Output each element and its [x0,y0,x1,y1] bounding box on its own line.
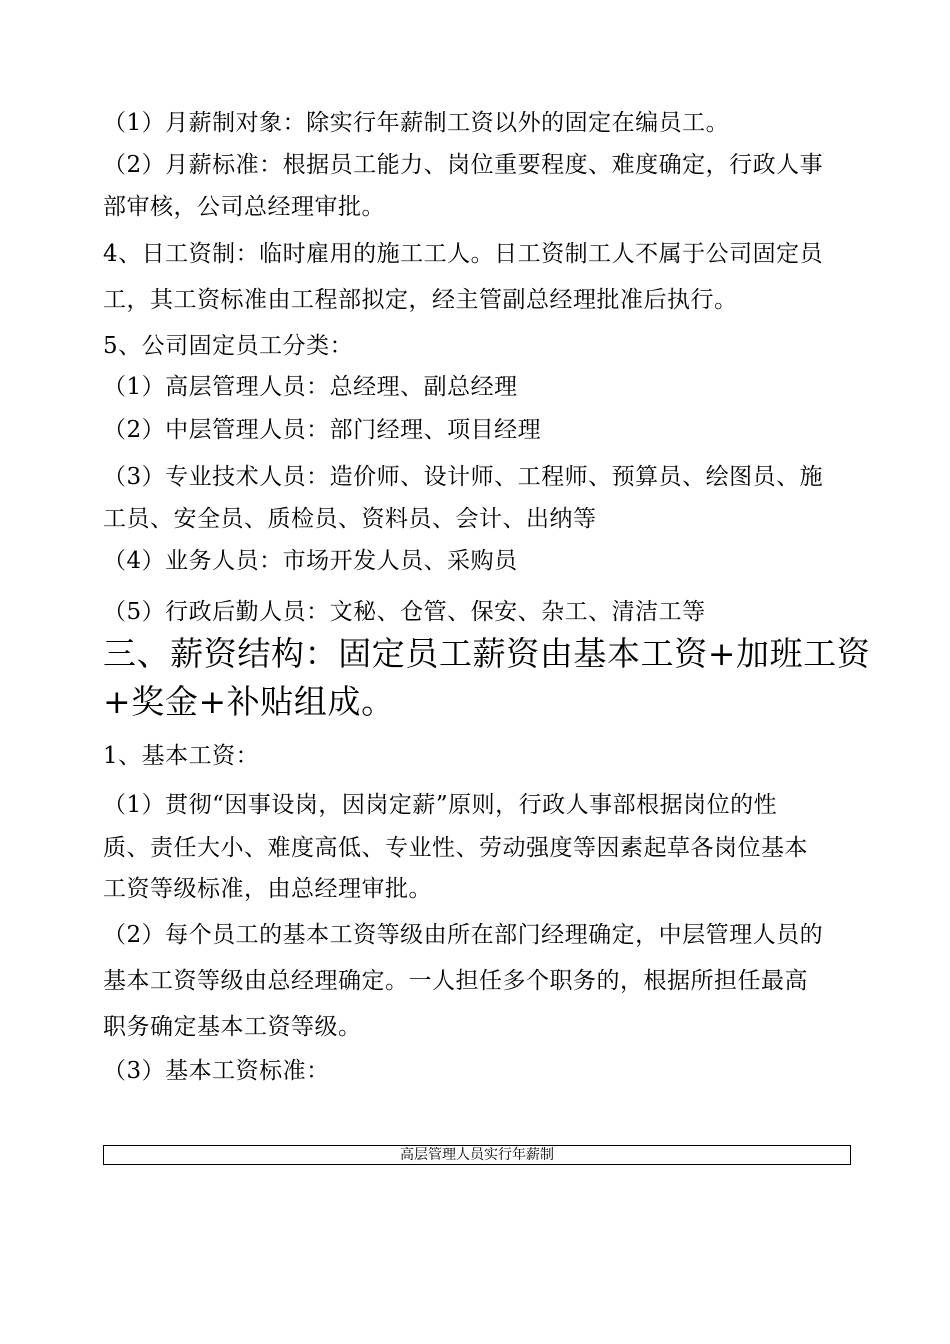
text-line: （2）每个员工的基本工资等级由所在部门经理确定，中层管理人员的 [103,922,824,948]
text-line: 工员、安全员、质检员、资料员、会计、出纳等 [103,506,597,532]
text-line: （3）基本工资标准： [103,1058,330,1084]
text-line: 基本工资等级由总经理确定。一人担任多个职务的，根据所担任最高 [103,968,808,994]
text-line: （4）业务人员：市场开发人员、采购员 [103,548,518,574]
text-line: （3）专业技术人员：造价师、设计师、工程师、预算员、绘图员、施 [103,464,824,490]
text-line: 质、责任大小、难度高低、专业性、劳动强度等因素起草各岗位基本 [103,835,808,861]
text-line: （5）行政后勤人员：文秘、仓管、保安、杂工、清洁工等 [103,599,706,625]
salary-table-header-text: 高层管理人员实行年薪制 [400,1147,554,1163]
text-line: （2）中层管理人员：部门经理、项目经理 [103,417,542,443]
salary-table-header [103,1145,851,1165]
text-line: （2）月薪标准：根据员工能力、岗位重要程度、难度确定，行政人事 [103,152,824,178]
subsection-title: 1、基本工资： [103,743,260,769]
text-line: 工，其工资标准由工程部拟定，经主管副总经理批准后执行。 [103,287,738,313]
text-line: 部审核，公司总经理审批。 [103,194,385,220]
section-heading-line-2: +奖金+补贴组成。 [103,682,395,721]
text-line: （1）贯彻“因事设岗，因岗定薪”原则，行政人事部根据岗位的性 [103,792,778,818]
section-heading-line-1: 三、薪资结构：固定员工薪资由基本工资+加班工资 [103,634,871,673]
text-line: 工资等级标准，由总经理审批。 [103,876,432,902]
text-line: 职务确定基本工资等级。 [103,1014,362,1040]
text-line: （1）高层管理人员：总经理、副总经理 [103,374,518,400]
text-line: （1）月薪制对象：除实行年薪制工资以外的固定在编员工。 [103,110,730,136]
text-line: 5、公司固定员工分类： [103,333,354,359]
text-line: 4、日工资制：临时雇用的施工工人。日工资制工人不属于公司固定员 [103,241,824,267]
